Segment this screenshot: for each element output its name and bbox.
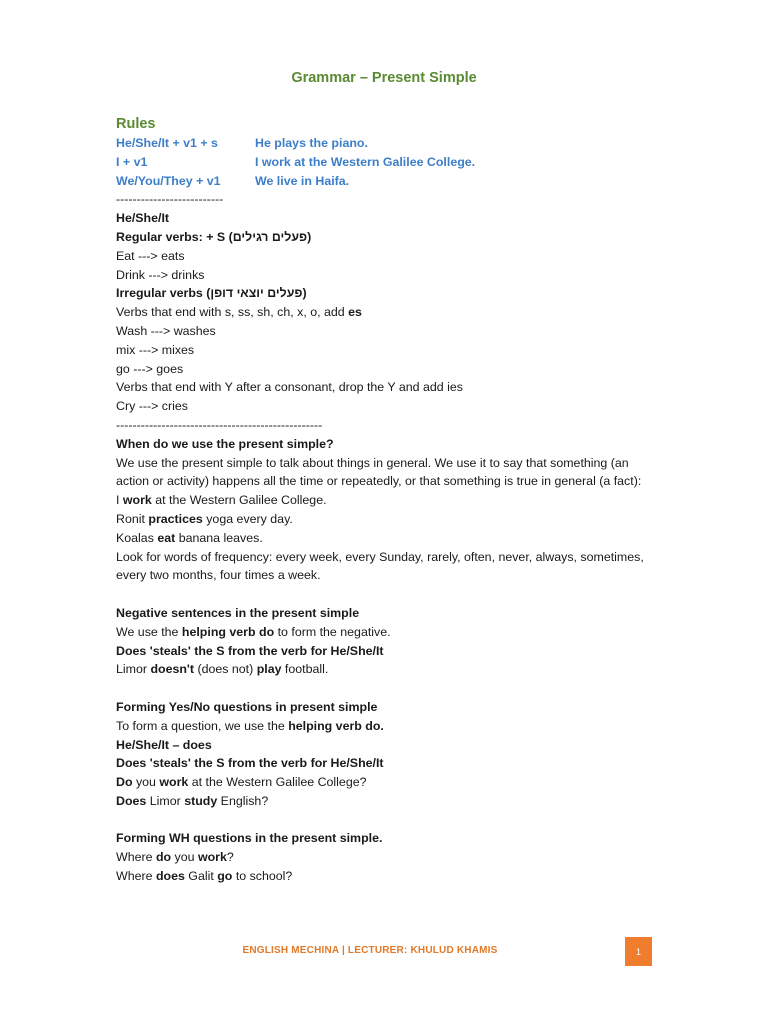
regular-verbs-heading: Regular verbs: + S (פעלים רגילים): [116, 229, 312, 244]
keyword: helping verb do: [181, 624, 275, 639]
text: ?: [226, 850, 234, 865]
verb: go: [217, 869, 233, 884]
subject-heading: He/She/It: [116, 211, 170, 226]
verb: eat: [157, 530, 176, 545]
rules-heading: Rules: [116, 116, 156, 132]
negative-line: [116, 623, 656, 642]
yesno-line: He/She/It – does: [116, 737, 212, 752]
rule-example: I work at the Western Galilee College.: [255, 154, 476, 169]
text: you: [132, 775, 160, 790]
text: at the Western Galilee College.: [151, 493, 327, 508]
verb: practices: [148, 511, 203, 526]
rule-formula: I + v1: [116, 154, 148, 169]
text: (does not): [194, 662, 257, 677]
example-sentence: [116, 491, 656, 510]
rule-example: He plays the piano.: [255, 136, 368, 150]
rule-example: We live in Haifa.: [255, 173, 350, 188]
text: English?: [217, 793, 269, 808]
irregular-example: Wash ---> washes: [116, 323, 216, 338]
page-number: 1: [625, 937, 652, 966]
text: We use the: [116, 624, 182, 639]
verb: work: [122, 493, 152, 508]
example-sentence: [116, 510, 656, 529]
negative-line: Does 'steals' the S from the verb for He/She/It: [116, 643, 384, 658]
verb: study: [184, 793, 218, 808]
use-heading: When do we use the present simple?: [116, 436, 334, 451]
text: yoga every day.: [202, 511, 293, 526]
irregular-rule-text: Verbs that end with s, ss, sh, ch, x, o, add: [116, 305, 349, 320]
text: Galit: [184, 869, 218, 884]
irregular-example: mix ---> mixes: [116, 342, 195, 357]
irregular-rule: [116, 303, 656, 322]
text: banana leaves.: [175, 530, 263, 545]
rule-row: [116, 172, 656, 191]
text: to school?: [232, 869, 293, 884]
verb: work: [197, 850, 227, 865]
rule-formula: He/She/It + v1 + s: [116, 136, 218, 150]
wh-example: [116, 848, 656, 867]
verb: work: [159, 775, 189, 790]
rule-row: [116, 153, 656, 172]
yesno-example: [116, 792, 656, 811]
negative-example: [116, 660, 656, 679]
irregular-rule: Verbs that end with Y after a consonant, drop the Y and add ies: [116, 380, 463, 395]
separator: --------------------------: [116, 192, 224, 207]
keyword: do: [155, 850, 172, 865]
regular-example: Drink ---> drinks: [116, 267, 205, 282]
rule-row: [116, 134, 656, 153]
rule-formula: We/You/They + v1: [116, 173, 221, 188]
text: Where: [116, 850, 156, 865]
text: you: [171, 850, 198, 865]
keyword: Does: [116, 793, 147, 808]
separator: --------------------------------------------------: [116, 417, 323, 432]
negative-heading: Negative sentences in the present simple: [116, 605, 360, 620]
text: to form the negative.: [274, 624, 391, 639]
regular-example: Eat ---> eats: [116, 248, 185, 263]
verb: play: [256, 662, 282, 677]
wh-example: [116, 867, 656, 886]
text: at the Western Galilee College?: [188, 775, 367, 790]
use-paragraph: We use the present simple to talk about things in general. We use it to say that something (an action or activity) happens all the time or repeatedly, or that something is true in general (a fact):: [116, 455, 642, 489]
frequency-paragraph: Look for words of frequency: every week, every Sunday, rarely, often, never, always, sometimes, every two months, four times a week.: [116, 549, 644, 583]
text: football.: [281, 662, 329, 677]
text: I: [116, 493, 123, 508]
yesno-example: [116, 773, 656, 792]
wh-heading: Forming WH questions in the present simple.: [116, 831, 383, 846]
keyword: Do: [116, 775, 133, 790]
irregular-verbs-heading: Irregular verbs (פעלים יוצאי דופן): [116, 286, 307, 301]
irregular-example: Cry ---> cries: [116, 399, 188, 414]
footer-text: ENGLISH MECHINA | LECTURER: KHULUD KHAMIS: [242, 945, 498, 956]
keyword: does: [155, 869, 185, 884]
yesno-line: Does 'steals' the S from the verb for He/She/It: [116, 756, 384, 771]
keyword: helping verb do.: [288, 718, 384, 733]
text: Limor: [116, 662, 151, 677]
text: Koalas: [116, 530, 158, 545]
keyword: doesn't: [150, 662, 194, 677]
yesno-heading: Forming Yes/No questions in present simple: [116, 699, 378, 714]
text: Ronit: [116, 511, 149, 526]
irregular-example: go ---> goes: [116, 361, 184, 376]
irregular-rule-suffix: es: [348, 305, 362, 320]
text: Limor: [146, 793, 185, 808]
example-sentence: [116, 529, 656, 548]
text: To form a question, we use the: [116, 718, 289, 733]
page-title: Grammar – Present Simple: [291, 70, 477, 86]
yesno-line: [116, 717, 656, 736]
document-body: [116, 114, 656, 886]
text: Where: [116, 869, 156, 884]
